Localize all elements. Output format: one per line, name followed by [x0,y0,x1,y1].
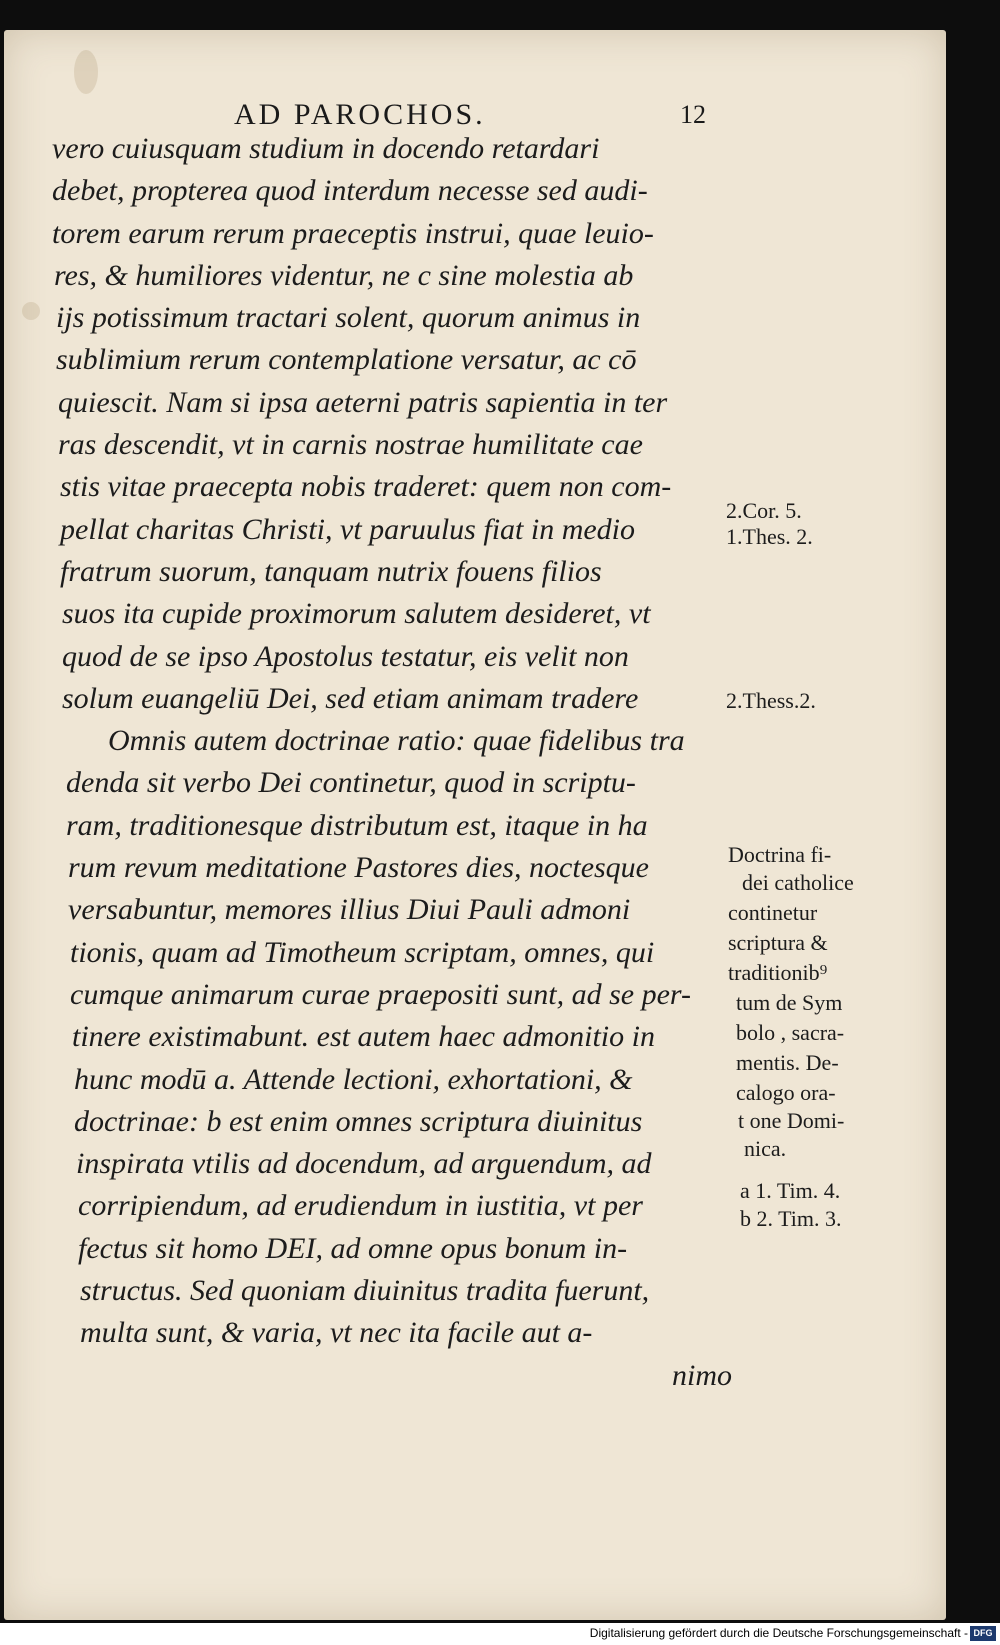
margin-reference: b 2. Tim. 3. [740,1206,842,1231]
text-line: pellat charitas Christi, vt paruulus fiat in medio [60,512,636,546]
page-stain [22,302,40,320]
margin-note-line: continetur [728,900,818,925]
margin-note-line: Doctrina fi- [728,842,832,867]
margin-reference: 2.Thess.2. [726,688,816,713]
text-line: solum euangeliū Dei, sed etiam animam tradere [62,681,639,715]
text-line: quod de se ipso Apostolus testatur, eis velit non [62,639,629,673]
text-line: versabuntur, memores illius Diui Pauli admoni [68,893,631,927]
folio-number: 12 [680,100,706,129]
text-line: ras descendit, vt in carnis nostrae humilitate cae [58,428,643,462]
text-line: torem earum rerum praeceptis instrui, quae leuio- [52,216,654,250]
text-line: sublimium rerum contemplatione versatur, ac cō [56,343,637,377]
text-line: ijs potissimum tractari solent, quorum animus in [56,301,641,335]
text-line: corripiendum, ad erudiendum in iustitia, vt per [78,1189,643,1223]
margin-note-line: nica. [744,1136,787,1161]
text-line: suos ita cupide proximorum salutem desideret, vt [62,597,651,631]
margin-note-line: tum de Sym [736,990,843,1015]
dfg-logo: DFG [970,1626,996,1641]
text-line: tionis, quam ad Timotheum scriptam, omnes, qui [70,935,655,969]
margin-reference: 2.Cor. 5. [726,498,802,523]
text-line: debet, propterea quod interdum necesse sed audi- [52,174,648,208]
text-line: fratrum suorum, tanquam nutrix fouens filios [60,554,602,588]
footer-bar [0,1623,1000,1645]
text-line: res, & humiliores videntur, ne c sine molestia ab [54,258,634,292]
text-line: doctrinae: b est enim omnes scriptura diuinitus [74,1104,643,1138]
margin-note-line: bolo , sacra- [736,1020,845,1045]
text-line: vero cuiusquam studium in docendo retardari [52,132,600,165]
book-page [4,30,946,1620]
margin-reference: 1.Thes. 2. [726,524,813,549]
text-line: multa sunt, & varia, vt nec ita facile aut a- [80,1316,593,1350]
margin-note-line: mentis. De- [736,1050,839,1075]
text-line: hunc modū a. Attende lectioni, exhortationi, & [74,1062,633,1096]
text-line: inspirata vtilis ad docendum, ad arguendum, ad [76,1147,652,1181]
text-line: quiescit. Nam si ipsa aeterni patris sapientia in ter [58,385,668,419]
text-line: denda sit verbo Dei continetur, quod in scriptu- [66,766,636,800]
margin-note-line: traditionib⁹ [728,960,828,985]
catchword: nimo [672,1358,732,1392]
funding-credit: Digitalisierung gefördert durch die Deutsche Forschungsgemeinschaft - [589,1626,968,1640]
page-stain [74,50,98,94]
margin-note-line: dei catholice [742,870,854,895]
text-line: fectus sit homo DEI, ad omne opus bonum in- [78,1231,628,1265]
running-title: AD PAROCHOS. [234,98,486,131]
text-line: structus. Sed quoniam diuinitus tradita fuerunt, [80,1274,650,1308]
text-line: cumque animarum curae praepositi sunt, ad se per- [70,977,691,1011]
text-line: tinere existimabunt. est autem haec admonitio in [72,1020,655,1054]
text-line: stis vitae praecepta nobis traderet: quem non com- [60,470,672,504]
margin-note-line: calogo ora- [736,1080,836,1105]
margin-note-line: t one Domi- [738,1108,845,1133]
margin-note-line: scriptura & [728,930,828,955]
body-text [52,128,732,1397]
margin-reference: a 1. Tim. 4. [740,1178,841,1203]
paragraph-start-line: Omnis autem doctrinae ratio: quae fidelibus tra [108,724,685,758]
text-line: rum revum meditatione Pastores dies, noctesque [68,851,650,885]
text-line: ram, traditionesque distributum est, itaque in ha [66,808,648,842]
